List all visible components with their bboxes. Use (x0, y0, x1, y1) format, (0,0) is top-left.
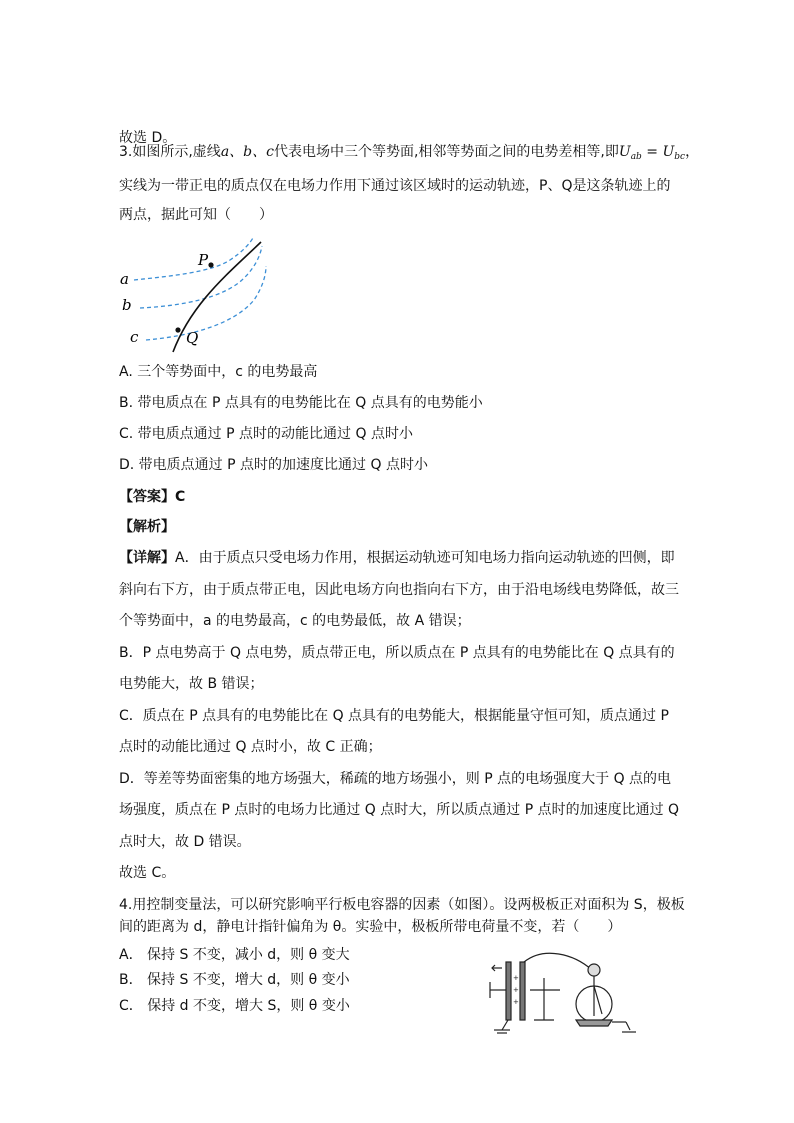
analysis-line-8: D．等差等势面密集的地方场强大，稀疏的地方场强小，则 P 点的电场强度大于 Q 点的电 (119, 771, 672, 787)
analysis-tag-line (119, 517, 175, 537)
answer-tag: 【答案】 (119, 489, 175, 505)
q4-option-a: A． 保持 S 不变，减小 d，则 θ 变大 (119, 947, 350, 963)
capacitor-apparatus-figure (484, 950, 644, 1040)
svg-text:+: + (513, 998, 519, 1006)
analysis-line-5: 电势能大，故 B 错误； (119, 676, 264, 692)
q3-option-a: A. 三个等势面中，c 的电势最高 (119, 364, 318, 380)
electrometer-needle (594, 986, 602, 1014)
equipotential-a (134, 236, 254, 280)
analysis-line-2: 斜向右下方，由于质点带正电，因此电场方向也指向右下方，由于沿电场线电势降低，故三 (119, 582, 679, 598)
equipotential-figure (112, 232, 292, 357)
detail-tag: 【详解】 (119, 550, 175, 566)
q4-stem-line-1: 4.用控制变量法，可以研究影响平行板电容器的因素（如图）。设两极板正对面积为 S，极板 (119, 897, 685, 913)
svg-text:+: + (513, 986, 519, 994)
q4-option-c: C． 保持 d 不变，增大 S，则 θ 变小 (119, 998, 350, 1014)
analysis-tag: 【解析】 (119, 519, 175, 535)
svg-text:+: + (513, 974, 519, 982)
answer-line (119, 487, 185, 507)
q4-option-b: B． 保持 S 不变，增大 d，则 θ 变小 (119, 972, 350, 988)
analysis-line-4: B．P 点电势高于 Q 点电势，质点带正电，所以质点在 P 点具有的电势能比在 Q 点具有的 (119, 645, 675, 661)
analysis-line-6: C．质点在 P 点具有的电势能比在 Q 点具有的电势能大，根据能量守恒可知，质点通过 P (119, 708, 669, 724)
electrometer-ball (588, 964, 600, 976)
point-q-dot (175, 327, 180, 332)
q3-option-c: C. 带电质点通过 P 点时的动能比通过 Q 点时小 (119, 426, 413, 442)
q3-stem-line-1: 3.如图所示,虚线a、b、c代表电场中三个等势面,相邻等势面之间的电势差相等,即$U_{ab} = U_{bc}$， (119, 144, 700, 162)
formula-u: $U_{ab} = U_{bc}$ (618, 144, 686, 162)
q4-stem-line-2: 间的距离为 d，静电计指针偏角为 θ。实验中，极板所带电荷量不变，若（ ） (119, 919, 622, 935)
label-b: b (122, 296, 132, 314)
q3-stem-line-3: 两点，据此可知（ ） (119, 207, 273, 223)
point-p-dot (208, 262, 213, 267)
label-c: c (130, 328, 139, 346)
q3-option-b: B. 带电质点在 P 点具有的电势能比在 Q 点具有的电势能小 (119, 395, 483, 411)
analysis-line-3: 个等势面中，a 的电势最高，c 的电势最低，故 A 错误； (119, 613, 471, 629)
label-q: Q (186, 329, 199, 347)
q3-option-d: D. 带电质点通过 P 点时的加速度比通过 Q 点时小 (119, 457, 428, 473)
right-plate (520, 962, 525, 1020)
q3-final-choice: 故选 C。 (119, 865, 176, 881)
analysis-line-1: 【详解】A．由于质点只受电场力作用，根据运动轨迹可知电场力指向运动轨迹的凹侧，即 (119, 550, 675, 566)
answer-value: C (175, 489, 186, 505)
analysis-line-9: 场强度，质点在 P 点时的电场力比通过 Q 点时大，所以质点通过 P 点时的加速度比通过 Q (119, 802, 680, 818)
analysis-line-7: 点时的动能比通过 Q 点时小，故 C 正确； (119, 739, 382, 755)
left-plate (506, 962, 511, 1020)
q3-stem-line-2: 实线为一带正电的质点仅在电场力作用下通过该区域时的运动轨迹，P、Q是这条轨迹上的 (119, 178, 671, 194)
label-a: a (120, 270, 129, 288)
analysis-line-10: 点时大，故 D 错误。 (119, 834, 251, 850)
previous-choice: 故选 D。 (119, 130, 177, 146)
label-p: P (198, 251, 209, 269)
